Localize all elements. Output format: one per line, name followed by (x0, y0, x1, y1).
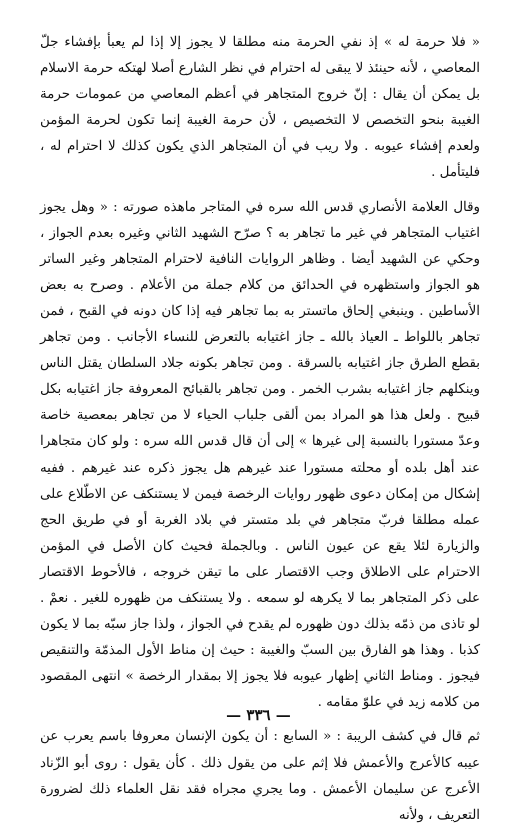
paragraph-3: ثم قال في كشف الريبة : « السابع : أن يكون الإنسان معروفا باسم يعرب عن عيبه كالأعرج والأعمش فلا إثم على من يقول ذلك . كأن يقول : روى أبو الزّناد الأعرج عن سليمان الأعمش . وما يجري مجراه فقد نقل العلماء ذلك لضرورة التعريف ، ولأنه (40, 729, 480, 823)
paragraph-2: وقال العلامة الأنصاري قدس الله سره في المتاجر ماهذه صورته : « وهل يجوز اغتياب المتجاهر في غير ما تجاهر به ؟ صرّح الشهيد الثاني وغيره بعدم الجواز ، وحكي عن الشهيد أيضا . وظاهر الروايات النافية لاحترام المتجاهر وغير الساتر هو الجواز واستظهره في الحدائق من كلام جملة من الأعلام . وصرح به بعض الأساطين . وينبغي إلحاق ماتستر به بما تجاهر فيه إذا كان دونه في القبح ، فمن تجاهر باللواط ـ العياذ بالله ـ جاز اغتيابه بالتعرض للنساء الأجانب . ومن تجاهر بقطع الطرق جاز اغتيابه بالسرقة . ومن تجاهر بكونه جلاد السلطان يقتل الناس وينكلهم جاز اغتيابه بشرب الخمر . ومن تجاهر بالقبائح المعروفة جاز اغتيابه بكل قبيح . ولعل هذا هو المراد بمن ألقى جلباب الحياء لا من تجاهر بمعصية خاصة وعدّ مستورا بالنسبة إلى غيرها » إلى أن قال قدس الله سره : ولو كان متجاهرا عند أهل بلده أو محلته مستورا عند غيرهم هل يجوز ذكره عند غيرهم . ففيه إشكال من إمكان دعوى ظهور روايات الرخصة فيمن لا يستنكف عن الاطّلاع على عمله مطلقا فربّ متجاهر في بلد متستر في بلاد الغربة أو في طريق الحج والزيارة لئلا يقع عن عيون الناس . وبالجملة فحيث كان الأصل في المؤمن الاحترام على الاطلاق وجب الاقتصار على ما تيقن خروجه ، فالأحوط الاقتصار على ذكر المتجاهر بما لا يكرهه لو سمعه . ولا يستنكف من ظهوره للغير . نعمْ . لو تاذى من ذمّه بذلك دون ظهوره لم يقدح في الجواز ، ولذا جاز سبّه بما لا يكون كذبا . وهذا هو الفارق بين السبّ والغيبة : حيث إن مناط الأول المذمّة والتنقيص فيجوز . ومناط الثاني إظهار عيوبه فلا يجوز إلا بمقدار الرخصة » انتهى المقصود من كلامه زيد في علوّ مقامه . (40, 199, 480, 711)
page-number: — ٣٣٦ — (226, 706, 291, 724)
paragraph-1: « فلا حرمة له » إذ نفي الحرمة منه مطلقا لا يجوز إلا إذا لم يعبأ بإفشاء جلّ المعاصي ، لأنه حينئذ لا يبقى له احترام في نظر الشارع أصلا لهتكه حرمة الاسلام بل يمكن أن يقال : إنّ خروج المتجاهر في أعظم المعاصي من عمومات حرمة الغيبة بنحو التخصص لا التخصيص ، لأن حرمة الغيبة إنما تكون لحرمة المؤمن ولعدم إفشاء عيوبه . ولا ريب في أن المتجاهر الذي يكون كذلك لا احترام له ، فليتأمل . (40, 35, 480, 181)
page-text (40, 30, 480, 823)
